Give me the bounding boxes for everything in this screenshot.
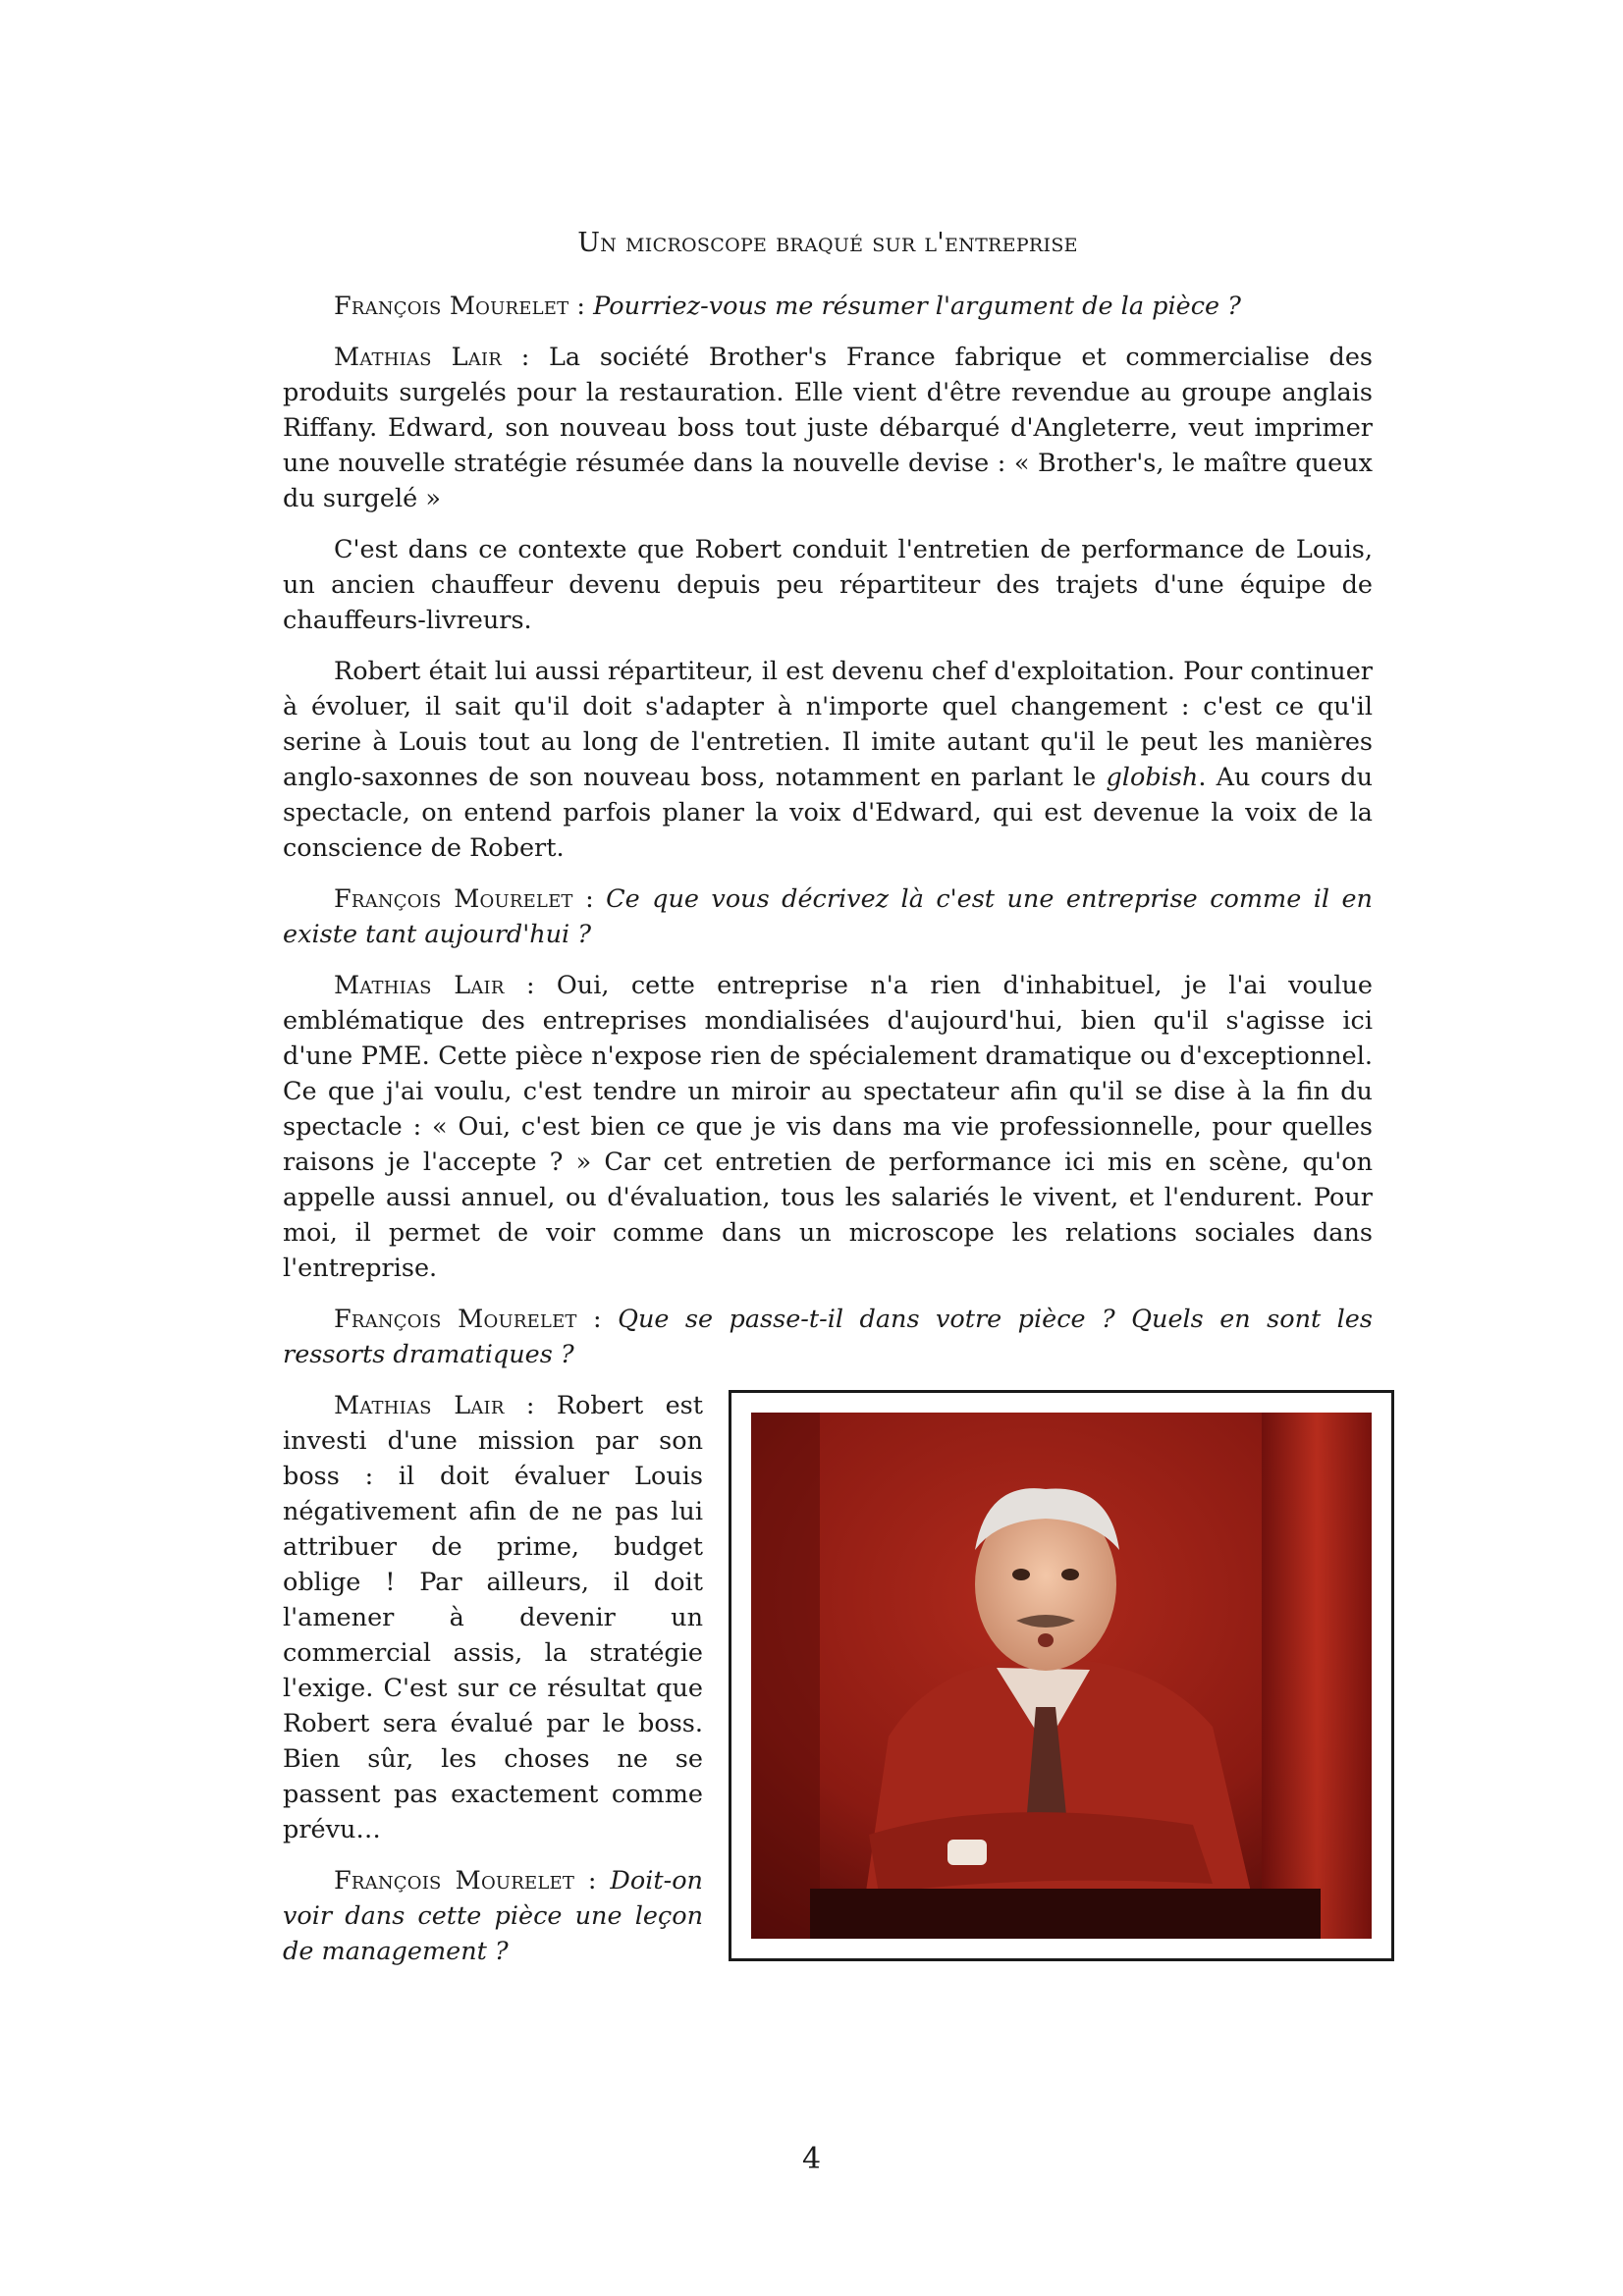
speaker-name: François Mourelet [334,292,569,321]
paragraph-question-2: François Mourelet : Ce que vous décrivez là c'est une entreprise comme il en existe tant aujourd'hui ? [283,884,1373,949]
paragraph-answer-1: Mathias Lair : La société Brother's France fabrique et commercialise des produits surgelés pour la restauration. Elle vient d'être revendue au groupe anglais Riffany. Edward, son nouveau boss tout juste débarqué d'Angleterre, veut imprimer une nouvelle stratégie résumée dans la nouvelle devise : « Brother's, le maître queux du surgelé » [283,343,1374,513]
paragraph-body-2: Robert était lui aussi répartiteur, il est devenu chef d'exploitation. Pour continuer à évoluer, il sait qu'il doit s'adapter à n'importe quel changement : c'est ce qu'il serine à Louis tout au long de l'entretien. Il imite autant qu'il le peut les manières anglo-saxonnes de son nouveau boss, notamment en parlant le globish. Au cours du spectacle, on entend parfois planer la voix d'Edward, qui est devenue la voix de la conscience de Robert. [283,657,1373,863]
speaker-name: François Mourelet [334,1305,577,1334]
speaker-name: François Mourelet [334,1866,575,1896]
paragraph-question-1: François Mourelet : Pourriez-vous me résumer l'argument de la pièce ? [334,292,1241,321]
photo-frame [729,1390,1394,1961]
paragraph-answer-2: Mathias Lair : Oui, cette entreprise n'a rien d'inhabituel, je l'ai voulue emblématique des entreprises mondialisées d'aujourd'hui, bien qu'il s'agisse ici d'une PME. Cette pièce n'expose rien de spécialement dramatique ou d'exceptionnel. Ce que j'ai voulu, c'est tendre un miroir au spectateur afin qu'il se dise à la fin du spectacle : « Oui, c'est bien ce que je vis dans ma vie professionnelle, pour quelles raisons je l'accepte ? » Car cet entretien de performance ici mis en scène, qu'on appelle aussi annuel, ou d'évaluation, tous les salariés le vivent, et l'endurent. Pour moi, il permet de voir comme dans un microscope les relations sociales dans l'entreprise. [283,971,1373,1283]
page-title: Un microscope braqué sur l'entreprise [577,228,1078,258]
answer-text: Robert est investi d'une mission par son boss : il doit évaluer Louis négativement afin de ne pas lui attribuer de prime, budget oblige ! Par ailleurs, il doit l'amener à devenir un commercial assis, la stratégie l'exige. C'est sur ce résultat que Robert sera évalué par le boss. Bien sûr, les choses ne se passent pas exactement comme prévu… [283,1391,703,1844]
text-with-photo [283,1388,1373,1997]
speaker-name: Mathias Lair [334,343,502,372]
article [283,226,1373,1997]
left-column [283,1388,703,1985]
answer-text: La société Brother's France fabrique et commercialise des produits surgelés pour la restauration. Elle vient d'être revendue au groupe anglais Riffany. Edward, son nouveau boss tout juste débarqué d'Angleterre, veut imprimer une nouvelle stratégie résumée dans la nouvelle devise : « Brother's, le maître queux du surgelé » [283,343,1374,513]
actor-photo [751,1413,1372,1939]
paragraph-body-1: C'est dans ce contexte que Robert conduit l'entretien de performance de Louis, un ancien chauffeur devenu depuis peu répartiteur des trajets d'une équipe de chauffeurs-livreurs. [283,535,1373,635]
actor-illustration [751,1413,1372,1939]
italic-term: globish [1106,763,1199,792]
paragraph-question-4: François Mourelet : Doit-on voir dans cette pièce une leçon de management ? [283,1866,703,1966]
question-text: Doit-on voir dans cette pièce une leçon de management ? [283,1866,703,1966]
speaker-name: François Mourelet [334,884,573,914]
answer-text: Oui, cette entreprise n'a rien d'inhabituel, je l'ai voulue emblématique des entreprises mondialisées d'aujourd'hui, bien qu'il s'agisse ici d'une PME. Cette pièce n'expose rien de spécialement dramatique ou d'exceptionnel. Ce que j'ai voulu, c'est tendre un miroir au spectateur afin qu'il se dise à la fin du spectacle : « Oui, c'est bien ce que je vis dans ma vie professionnelle, pour quelles raisons je l'accepte ? » Car cet entretien de performance ici mis en scène, qu'on appelle aussi annuel, ou d'évaluation, tous les salariés le vivent, et l'endurent. Pour moi, il permet de voir comme dans un microscope les relations sociales dans l'entreprise. [283,971,1373,1283]
speaker-name: Mathias Lair [334,1391,505,1420]
question-text: Ce que vous décrivez là c'est une entreprise comme il en existe tant aujourd'hui ? [283,884,1373,949]
speaker-name: Mathias Lair [334,971,505,1000]
paragraph-answer-3: Mathias Lair : Robert est investi d'une mission par son boss : il doit évaluer Louis négativement afin de ne pas lui attribuer de prime, budget oblige ! Par ailleurs, il doit l'amener à devenir un commercial assis, la stratégie l'exige. C'est sur ce résultat que Robert sera évalué par le boss. Bien sûr, les choses ne se passent pas exactement comme prévu… [283,1391,703,1844]
page-number: 4 [801,2142,822,2176]
question-text: Que se passe-t-il dans votre pièce ? Quels en sont les ressorts dramatiques ? [283,1305,1373,1369]
paragraph-question-3: François Mourelet : Que se passe-t-il dans votre pièce ? Quels en sont les ressorts dramatiques ? [283,1305,1373,1369]
question-text: Pourriez-vous me résumer l'argument de la pièce ? [593,292,1241,321]
